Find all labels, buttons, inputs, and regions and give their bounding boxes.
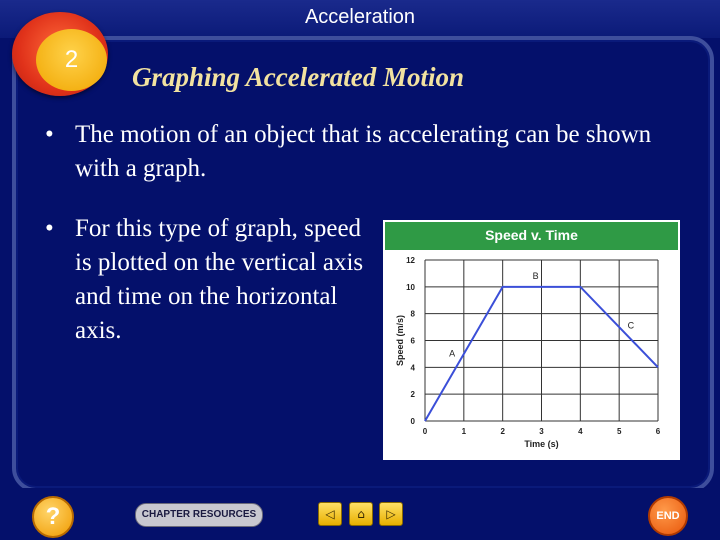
y-tick-label: 2 bbox=[410, 390, 415, 400]
segment-label: B bbox=[532, 270, 539, 281]
next-arrow-icon[interactable]: ▷ bbox=[379, 502, 403, 526]
y-axis-label: Speed (m/s) bbox=[395, 314, 405, 367]
y-tick-label: 0 bbox=[410, 417, 415, 426]
bullet-marker: • bbox=[45, 215, 54, 242]
x-tick-label: 0 bbox=[422, 427, 428, 436]
bullet-item bbox=[45, 118, 675, 186]
x-tick-label: 2 bbox=[500, 427, 505, 436]
bullet-text: The motion of an object that is accelerating can be shown with a graph. bbox=[75, 121, 652, 182]
slide-heading: Graphing Accelerated Motion bbox=[132, 62, 465, 92]
speed-time-chart bbox=[383, 220, 680, 460]
bullet-text: For this type of graph, speed is plotted on the vertical axis and time on the horizontal axis. bbox=[75, 215, 364, 344]
end-button[interactable]: END bbox=[648, 496, 688, 536]
x-tick-label: 3 bbox=[539, 427, 544, 436]
x-tick-label: 1 bbox=[461, 427, 467, 436]
segment-label: C bbox=[627, 320, 635, 331]
x-tick-label: 4 bbox=[578, 427, 583, 436]
chapter-resources-button[interactable]: CHAPTER RESOURCES bbox=[135, 503, 263, 527]
y-tick-label: 12 bbox=[406, 256, 415, 265]
help-button[interactable]: ? bbox=[32, 496, 74, 538]
x-axis-label: Time (s) bbox=[524, 439, 559, 449]
y-tick-label: 6 bbox=[410, 336, 415, 346]
y-tick-label: 10 bbox=[406, 282, 415, 292]
chart-title: Speed v. Time bbox=[485, 227, 578, 243]
x-tick-label: 6 bbox=[655, 427, 661, 436]
bullet-marker: • bbox=[45, 121, 54, 148]
previous-arrow-icon[interactable]: ◁ bbox=[318, 502, 342, 526]
section-badge bbox=[12, 12, 108, 96]
segment-label: A bbox=[449, 348, 456, 359]
chapter-title: Acceleration bbox=[304, 6, 416, 28]
section-number: 2 bbox=[36, 29, 107, 91]
bullet-item bbox=[45, 212, 375, 348]
y-tick-label: 4 bbox=[410, 363, 415, 373]
home-icon[interactable]: ⌂ bbox=[349, 502, 373, 526]
y-tick-label: 8 bbox=[410, 309, 415, 319]
x-tick-label: 5 bbox=[616, 427, 622, 436]
